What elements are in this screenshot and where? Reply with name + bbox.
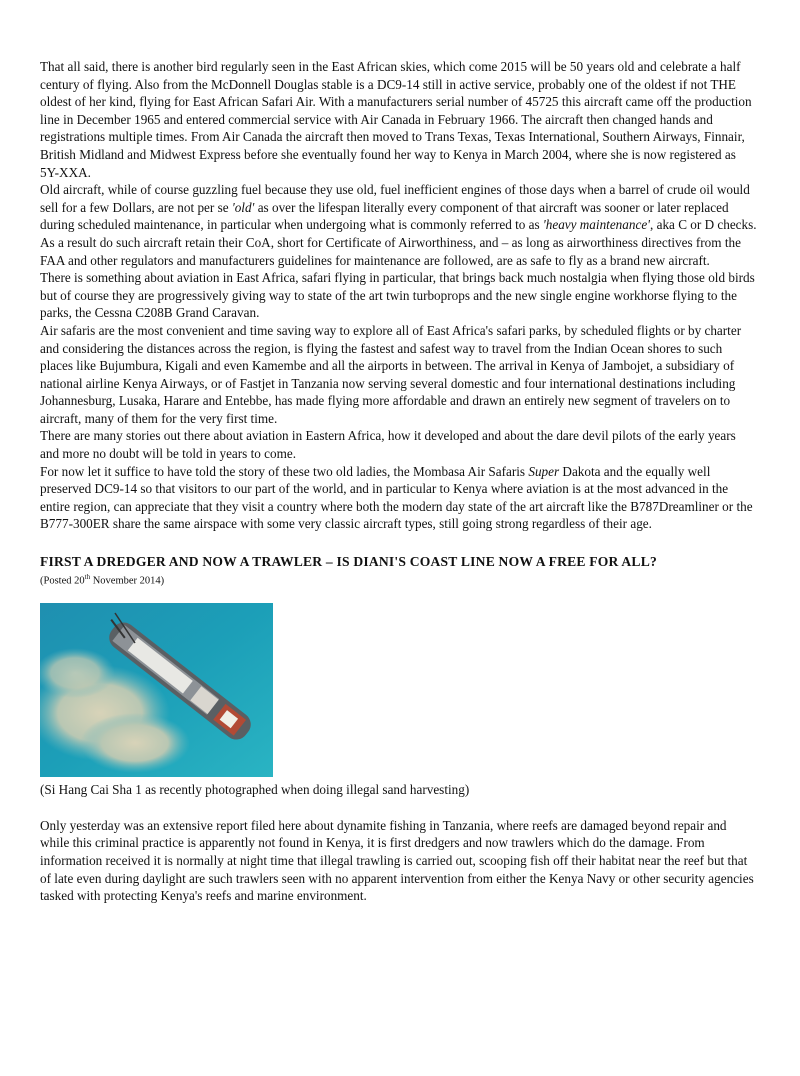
text-segment: , aka C or D checks. As a result do such aircraft retain their CoA, short for Certificate of Airworthiness, and – as long as airworthiness directives from the FAA and other regulators and manufacturers guidelines for maintenance are followed, are as safe to fly as a brand new aircraft. xyxy=(40,217,757,268)
trawler-photo xyxy=(40,603,273,777)
paragraph-conclusion xyxy=(40,463,758,533)
text-segment: as over the lifespan literally every component of that aircraft was sooner or later replaced during scheduled maintenance, in particular when undergoing what is commonly referred to as xyxy=(40,199,729,233)
article-title: FIRST A DREDGER AND NOW A TRAWLER – IS DIANI'S COAST LINE NOW A FREE FOR ALL? xyxy=(40,554,657,570)
italic-old: 'old' xyxy=(231,199,255,215)
paragraph-old-aircraft xyxy=(40,181,758,269)
paragraph-stories: There are many stories out there about aviation in Eastern Africa, how it developed and about the dare devil pilots of the early years and more no doubt will be told in years to come. xyxy=(40,428,736,462)
italic-heavy-maintenance: 'heavy maintenance' xyxy=(542,217,650,233)
photo-caption: (Si Hang Cai Sha 1 as recently photographed when doing illegal sand harvesting) xyxy=(40,782,470,798)
paragraph-nostalgia: There is something about aviation in East Africa, safari flying in particular, that brings back much nostalgia when flying those old birds but of course they are progressively giving way to state of the art twin turboprops and the new single engine workhorse flying to the parks, the Cessna C208B Grand Caravan. xyxy=(40,270,755,321)
posted-prefix: (Posted 20 xyxy=(40,575,85,587)
document-page xyxy=(40,58,758,905)
spacer xyxy=(40,799,758,817)
posted-suffix: th xyxy=(84,572,91,581)
text-segment: Old aircraft, while of course guzzling fuel because they use old, fuel inefficient engines of those days when a barrel of crude oil would sell for a few Dollars, are not per se xyxy=(40,182,750,215)
paragraph-trawling: Only yesterday was an extensive report filed here about dynamite fishing in Tanzania, where reefs are damaged beyond repair and while this criminal practice is apparently not found in Kenya, it is first dredgers and now trawlers which do the damage. From information received it is normally at night time that illegal trawling is carried out, scooping fish off their habitat near the reef but that of late even during daylight are such trawlers seen with no apparent intervention from either the Kenya Navy or other security agencies tasked with protecting Kenya's reefs and marine environment. xyxy=(40,817,754,904)
italic-super: Super xyxy=(528,463,560,479)
posted-date xyxy=(40,571,758,588)
text-segment: For now let it suffice to have told the story of these two old ladies, the Mombasa Air Safaris xyxy=(40,463,529,479)
paragraph-air-safaris: Air safaris are the most convenient and time saving way to explore all of East Africa's safari parks, by scheduled flights or by charter and considering the distances across the region, is flying the fastest and safest way to travel from the Indian Ocean shores to such places like Bujumbura, Kigali and even Kamembe and all the airports in between. The arrival in Kenya of Jambojet, a subsidiary of national airline Kenya Airways, or of Fastjet in Tanzania now serving several domestic and four international destinations including Johannesburg, Lusaka, Harare and Entebbe, has made flying more affordable and drawn an entirely new segment of travelers on to aircraft, many of them for the very first time. xyxy=(40,322,742,426)
text-segment: Dakota and the equally well preserved DC9-14 so that visitors to our part of the world, and in particular to Kenya where aviation is at the most advanced in the entire region, can appreciate that they visit a country where both the modern day state of the art aircraft like the B787Dreamliner or the B777-300ER share the same airspace with some very classic aircraft types, still going strong regardless of their age. xyxy=(40,463,753,532)
paragraph-dc9: That all said, there is another bird regularly seen in the East African skies, which come 2015 will be 50 years old and celebrate a half century of flying. Also from the McDonnell Douglas stable is a DC9-14 still in active service, probably one of the oldest if not THE oldest of her kind, flying for East African Safari Air. With a manufacturers serial number of 45725 this aircraft came off the production line in December 1965 and entered commercial service with Air Canada in February 1966. The aircraft then changed hands and registrations multiple times. From Air Canada the aircraft then moved to Trans Texas, Texas International, Southern Airways, Finnair, British Midland and Midwest Express before she eventually found her way to Kenya in March 2004, where she is now registered as 5Y-XXA. xyxy=(40,59,752,180)
posted-rest: November 2014) xyxy=(90,575,165,587)
